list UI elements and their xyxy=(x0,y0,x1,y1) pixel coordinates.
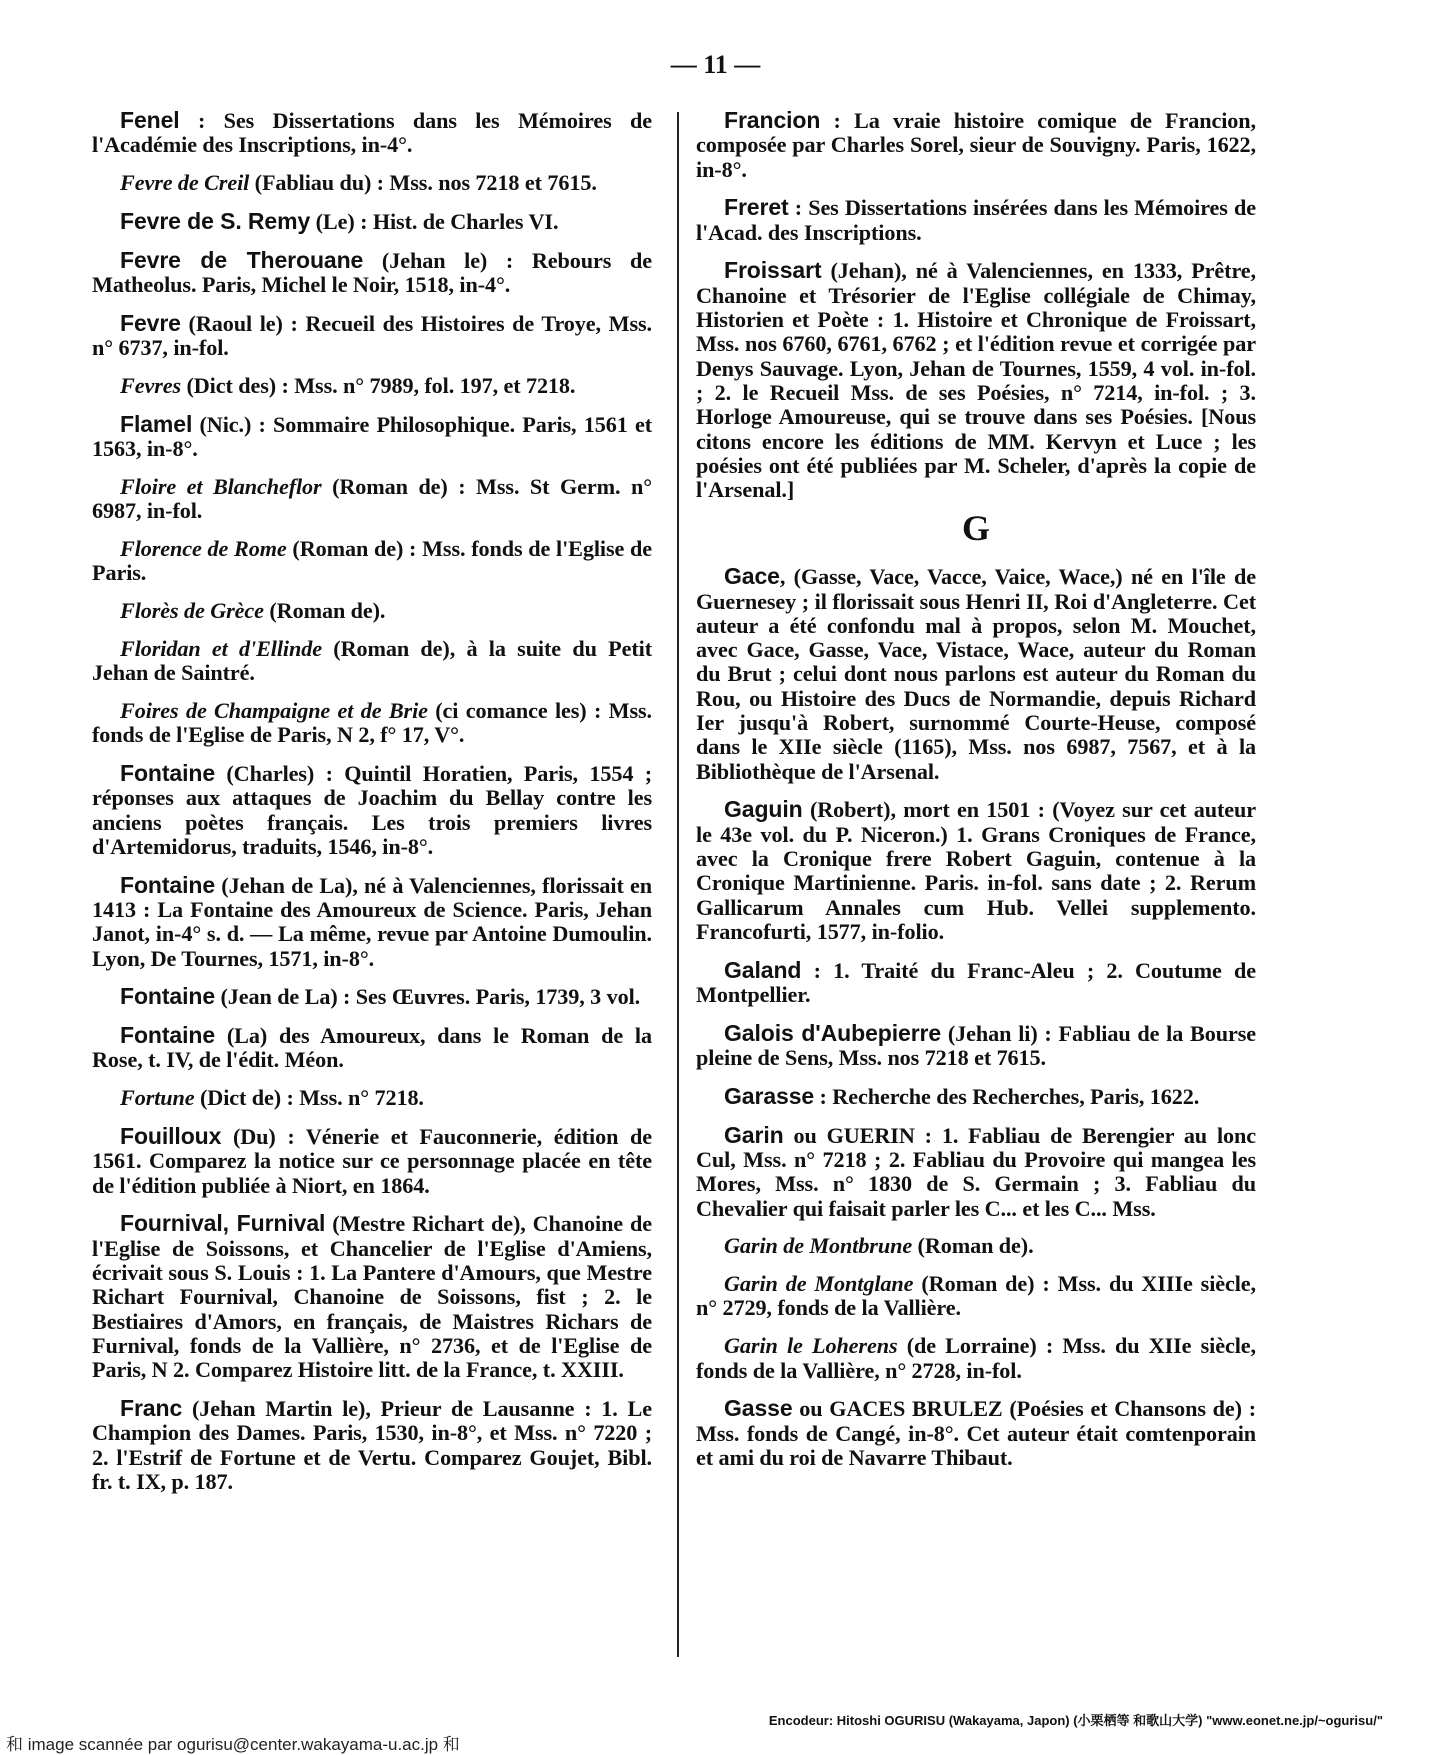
section-letter: G xyxy=(962,507,990,548)
dictionary-entry xyxy=(92,475,652,524)
dictionary-entry xyxy=(92,637,652,686)
page-number: — 11 — xyxy=(670,50,761,79)
entry-headword: Fevre xyxy=(120,309,181,336)
entry-headword: Fontaine xyxy=(120,1022,216,1049)
dictionary-entry xyxy=(92,108,652,158)
entry-text: (Raoul le) : Recueil des Histoires de Troye, Mss. n° 6737, in-fol. xyxy=(92,310,652,361)
entry-text: (ci comance les) : Mss. fonds de l'Eglise de Paris, N 2, f° 17, V°. xyxy=(92,697,652,748)
entry-headword: Fevres xyxy=(120,372,182,398)
dictionary-entry xyxy=(696,564,1256,784)
dictionary-entry xyxy=(92,209,652,234)
entry-text: : La vraie histoire comique de Francion, composée par Charles Sorel, sieur de Souvigny. Paris, 1622, in-8°. xyxy=(696,108,1256,182)
dictionary-entry xyxy=(92,1023,652,1073)
entry-text: (Jehan li) : Fabliau de la Bourse pleine de Sens, Mss. nos 7218 et 7615. xyxy=(696,1020,1256,1071)
footer-encoder: Encodeur: Hitoshi OGURISU (Wakayama, Japon) (小栗栖等 和歌山大学) "www.eonet.ne.jp/~ogurisu/" xyxy=(768,1713,1383,1728)
entry-headword: Garin de Montbrune xyxy=(724,1233,913,1259)
dictionary-entry xyxy=(92,1211,652,1382)
entry-headword: Francion xyxy=(724,107,821,133)
entry-text: (Roman de) : Mss. St Germ. n° 6987, in-fol. xyxy=(92,473,652,524)
entry-text: (Le) : Hist. de Charles VI. xyxy=(310,208,559,234)
entry-headword: Fenel xyxy=(120,107,180,133)
entry-headword: Fortune xyxy=(120,1085,195,1111)
entry-text: ou GUERIN : 1. Fabliau de Berengier au lonc Cul, Mss. n° 7218 ; 2. Fabliau du Provoire qui mangea les Mores, Mss. n° 1830 de S. Germain ; 3. Fabliau du Chevalier qui faisait parler les C... et les C... Mss. xyxy=(696,1122,1256,1221)
entry-text: (Charles) : Quintil Horatien, Paris, 1554 ; réponses aux attaques de Joachim du Bellay contre les anciens poètes français. Les trois premiers livres d'Artemidorus, traduits, 1546, in-8°. xyxy=(92,760,652,859)
entry-text: : Recherche des Recherches, Paris, 1622. xyxy=(814,1083,1200,1109)
dictionary-entry xyxy=(696,258,1256,502)
entry-headword: Fontaine xyxy=(120,759,216,786)
entry-text: (de Lorraine) : Mss. du XIIe siècle, fonds de la Vallière, n° 2728, in-fol. xyxy=(696,1333,1256,1383)
dictionary-entry xyxy=(696,1272,1256,1321)
entry-text: (Robert), mort en 1501 : (Voyez sur cet auteur le 43e vol. du P. Niceron.) 1. Grans Croniques de France, avec la Cronique frere Robert Gaguin, contenue à la Cronique Martinienne. Paris. in-fol. sans date ; 2. Rerum Gallicarum Annales cum Hub. Vellei supplemento. Francofurti, 1577, in-folio. xyxy=(696,797,1256,944)
dictionary-entry xyxy=(696,108,1256,182)
entry-headword: Garin de Montglane xyxy=(724,1271,914,1297)
entry-headword: Floridan et d'Ellinde xyxy=(120,635,322,661)
entry-text: (La) des Amoureux, dans le Roman de la Rose, t. IV, de l'édit. Méon. xyxy=(92,1023,652,1073)
entry-text: (Jehan), né à Valenciennes, en 1333, Prêtre, Chanoine et Trésorier de l'Eglise collégiale de Chimay, Historien et Poète : 1. Histoire et Chronique de Froissart, Mss. nos 6760, 6761, 6762 ; et l'édition revue et corrigée par Denys Sauvage. Lyon, Jehan de Tournes, 1559, 4 vol. in-fol. ; 2. le Recueil Mss. de ses Poésies, n° 7214, in-fol. ; 3. Horloge Amoureuse, qui se trouve dans ses Poésies. [Nous citons encore les éditions de MM. Kervyn et Luce ; les poésies ont été publiées par M. Scheler, d'après la copie de l'Arsenal.] xyxy=(696,258,1256,503)
dictionary-entry xyxy=(92,599,652,623)
entry-headword: Garin xyxy=(724,1121,784,1148)
dictionary-entry xyxy=(696,1334,1256,1383)
left-column xyxy=(92,108,652,1508)
dictionary-entry xyxy=(92,537,652,586)
dictionary-entry xyxy=(696,1234,1256,1258)
entry-headword: Gaguin xyxy=(724,796,803,823)
entry-headword: Fouilloux xyxy=(120,1123,222,1149)
dictionary-entry xyxy=(696,1396,1256,1470)
entry-text: : Ses Dissertations insérées dans les Mémoires de l'Acad. des Inscriptions. xyxy=(696,195,1256,245)
dictionary-entry xyxy=(92,1396,652,1494)
entry-headword: Florès de Grèce xyxy=(120,597,264,623)
entry-text: (Jehan Martin le), Prieur de Lausanne : 1. Le Champion des Dames. Paris, 1530, in-8°, et Mss. n° 7220 ; 2. l'Estrif de Fortune et de Vertu. Comparez Goujet, Bibl. fr. t. IX, p. 187. xyxy=(92,1395,652,1494)
dictionary-entry xyxy=(92,873,652,971)
entry-headword: Fournival, Furnival xyxy=(120,1210,326,1237)
entry-headword: Florence de Rome xyxy=(120,535,287,561)
dictionary-entry xyxy=(92,248,652,298)
dictionary-entry xyxy=(696,195,1256,245)
entry-text: (Jean de La) : Ses Œuvres. Paris, 1739, 3 vol. xyxy=(215,984,641,1010)
entry-headword: Galois d'Aubepierre xyxy=(724,1019,942,1046)
entry-text: (Nic.) : Sommaire Philosophique. Paris, 1561 et 1563, in-8°. xyxy=(92,411,652,461)
entry-headword: Garin le Loherens xyxy=(724,1333,898,1359)
dictionary-entry xyxy=(92,311,652,361)
entry-headword: Galand xyxy=(724,956,802,983)
dictionary-entry xyxy=(92,374,652,398)
entry-text: (Roman de). xyxy=(263,597,386,623)
entry-text: (Jehan de La), né à Valenciennes, florissait en 1413 : La Fontaine des Amoureux de Science. Paris, Jehan Janot, in-4° s. d. — La même, revue par Antoine Dumoulin. Lyon, De Tournes, 1571, in-8°. xyxy=(92,872,652,971)
right-column xyxy=(696,108,1256,1484)
dictionary-entry xyxy=(92,984,652,1009)
dictionary-entry xyxy=(92,412,652,462)
entry-headword: Floire et Blancheflor xyxy=(120,473,322,499)
entry-headword: Garasse xyxy=(724,1082,815,1109)
entry-text: : Ses Dissertations dans les Mémoires de l'Académie des Inscriptions, in-4°. xyxy=(92,108,652,158)
entry-headword: Froissart xyxy=(724,257,822,284)
entry-text: (Roman de) : Mss. fonds de l'Eglise de Paris. xyxy=(92,535,652,586)
dictionary-entry xyxy=(696,1084,1256,1109)
entry-text: (Roman de) : Mss. du XIIIe siècle, n° 2729, fonds de la Vallière. xyxy=(696,1271,1257,1321)
entry-headword: Foires de Champaigne et de Brie xyxy=(120,697,428,723)
column-divider xyxy=(677,112,679,1657)
dictionary-entry xyxy=(696,1021,1256,1071)
entry-text: (Fabliau du) : Mss. nos 7218 et 7615. xyxy=(249,170,597,196)
entry-text: : 1. Traité du Franc-Aleu ; 2. Coutume de Montpellier. xyxy=(696,957,1256,1007)
entry-text: (Du) : Vénerie et Fauconnerie, édition de 1561. Comparez la notice sur ce personnage placée en tête de l'édition publiée à Niort, en 1864. xyxy=(92,1124,652,1198)
entry-text: (Mestre Richart de), Chanoine de l'Eglise de Soissons, et Chancelier de l'Eglise d'Amiens, écrivait sous S. Louis : 1. La Pantere d'Amours, que Mestre Richart Fournival, Chanoine de Soissons, fist ; 2. le Bestiaires d'Amors, en français, de Maistres Richars de Furnival, fonds de la Vallière, n° 2736, et de l'Eglise de Paris, N 2. Comparez Histoire litt. de la France, t. XXIII. xyxy=(92,1211,652,1383)
entry-headword: Fontaine xyxy=(120,871,216,898)
entry-headword: Fevre de S. Remy xyxy=(120,207,311,234)
dictionary-entry xyxy=(696,1123,1256,1221)
footer-scan-credit: 和 image scannée par ogurisu@center.wakayama-u.ac.jp 和 xyxy=(6,1735,460,1754)
entry-headword: Fevre de Creil xyxy=(120,170,250,196)
entry-text: (Dict de) : Mss. n° 7218. xyxy=(194,1085,424,1111)
dictionary-entry xyxy=(92,171,652,195)
entry-text: (Jehan le) : Rebours de Matheolus. Paris, Michel le Noir, 1518, in-4°. xyxy=(92,247,652,297)
entry-headword: Franc xyxy=(120,1394,183,1421)
dictionary-entry xyxy=(696,958,1256,1008)
entry-headword: Gasse xyxy=(724,1395,793,1422)
entry-text: , (Gasse, Vace, Vacce, Vaice, Wace,) né en l'île de Guernesey ; il florissait sous Henri II, Roi d'Angleterre. Cet auteur a été confondu mal à propos, selon M. Mouchet, avec Gace, Gasse, Vace, Vistace, Wace, auteur du Roman du Brut ; celui dont nous parlons est auteur du Roman du Rou, ou Histoire des Ducs de Normandie, depuis Richard Ier jusqu'à Robert, surnommé Courte-Heuse, composé dans le XIIe siècle (1165), Mss. nos 6987, 7567, et à la Bibliothèque de l'Arsenal. xyxy=(696,564,1256,784)
dictionary-entry xyxy=(696,797,1256,944)
entry-headword: Fontaine xyxy=(120,983,216,1010)
right-column-top xyxy=(696,108,1256,502)
entry-headword: Fevre de Therouane xyxy=(120,246,364,273)
entry-text: ou GACES BRULEZ (Poésies et Chansons de) : Mss. fonds de Cangé, in-8°. Cet auteur était comtenporain et ami du roi de Navarre Thibaut. xyxy=(696,1396,1256,1470)
dictionary-entry xyxy=(92,699,652,748)
right-column-bottom xyxy=(696,564,1256,1470)
dictionary-entry xyxy=(92,1124,652,1198)
entry-text: (Roman de), à la suite du Petit Jehan de Saintré. xyxy=(92,635,652,686)
dictionary-entry xyxy=(92,761,652,859)
entry-headword: Gace xyxy=(724,563,780,590)
entry-text: (Dict des) : Mss. n° 7989, fol. 197, et 7218. xyxy=(181,372,576,398)
dictionary-entry xyxy=(92,1086,652,1110)
entry-headword: Freret xyxy=(724,194,789,221)
entry-text: (Roman de). xyxy=(912,1233,1034,1259)
entry-headword: Flamel xyxy=(120,410,193,437)
